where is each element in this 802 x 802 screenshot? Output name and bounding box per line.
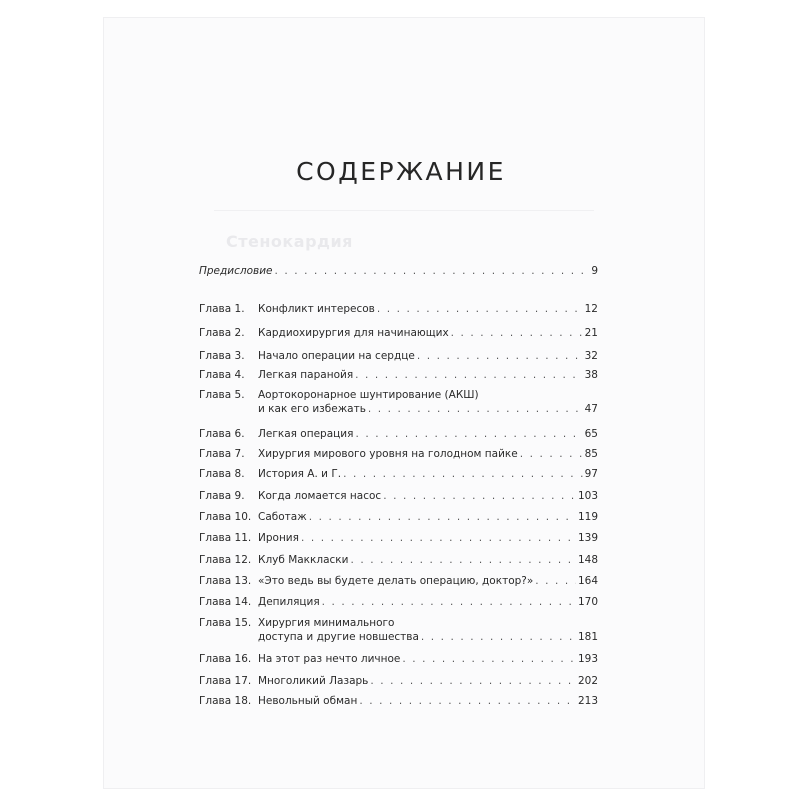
toc-page-number: 38 [584, 369, 598, 381]
chapter-number: Глава 18. [199, 695, 252, 707]
chapter-number: Глава 11. [199, 532, 252, 544]
chapter-number: Глава 5. [199, 389, 245, 401]
toc-page-number: 21 [584, 327, 598, 339]
chapter-number: Глава 17. [199, 675, 252, 687]
chapter-title: Когда ломается насос [258, 490, 382, 502]
dot-leader [377, 302, 583, 316]
dot-leader [355, 427, 582, 441]
chapter-number: Глава 4. [199, 369, 245, 381]
chapter-title: Ирония [258, 532, 299, 544]
dot-leader [350, 553, 575, 567]
dot-leader [383, 489, 576, 503]
dot-leader [355, 368, 582, 382]
dot-leader [301, 531, 576, 545]
toc-page-number: 170 [577, 596, 598, 608]
toc-page-number: 213 [577, 695, 598, 707]
dot-leader [322, 595, 576, 609]
chapter-number: Глава 7. [199, 448, 245, 460]
toc-page-number: 103 [577, 490, 598, 502]
dot-leader [275, 264, 590, 278]
chapter-title: Невольный обман [258, 695, 358, 707]
toc-page-number: 9 [591, 265, 598, 277]
dot-leader [520, 447, 583, 461]
dot-leader [535, 574, 576, 588]
chapter-title: Аортокоронарное шунтирование (АКШ) [258, 389, 479, 401]
toc-page-number: 97 [584, 468, 598, 480]
chapter-title: Легкая операция [258, 428, 354, 440]
dot-leader [309, 510, 576, 524]
contents-heading: СОДЕРЖАНИЕ [296, 157, 506, 186]
toc-preface-entry[interactable] [199, 264, 598, 278]
dot-leader [359, 694, 576, 708]
bleed-through-text: Стенокардия [226, 232, 353, 251]
dot-leader [421, 630, 576, 644]
chapter-title: Конфликт интересов [258, 303, 375, 315]
toc-page-number: 139 [577, 532, 598, 544]
dot-leader [402, 652, 576, 666]
chapter-number: Глава 3. [199, 350, 245, 362]
chapter-title: Депиляция [258, 596, 320, 608]
toc-page-number: 193 [577, 653, 598, 665]
chapter-title: Саботаж [258, 511, 307, 523]
toc-page-number: 164 [577, 575, 598, 587]
toc-page-number: 202 [577, 675, 598, 687]
toc-page-number: 12 [584, 303, 598, 315]
chapter-number: Глава 14. [199, 596, 252, 608]
bleed-through-rule [214, 210, 594, 211]
chapter-title: Начало операции на сердце [258, 350, 415, 362]
toc-page-number: 85 [584, 448, 598, 460]
chapter-title: Легкая паранойя [258, 369, 354, 381]
chapter-title: Кардиохирургия для начинающих [258, 327, 449, 339]
toc-page-number: 32 [584, 350, 598, 362]
chapter-number: Глава 6. [199, 428, 245, 440]
toc-page-number: 119 [577, 511, 598, 523]
chapter-number: Глава 10. [199, 511, 252, 523]
chapter-number: Глава 16. [199, 653, 252, 665]
toc-page-number: 148 [577, 554, 598, 566]
chapter-title: и как его избежать [258, 403, 366, 415]
dot-leader [451, 326, 583, 340]
dot-leader [368, 402, 583, 416]
chapter-title: Хирургия мирового уровня на голодном пайке [258, 448, 518, 460]
chapter-title: Многоликий Лазарь [258, 675, 369, 687]
chapter-number: Глава 2. [199, 327, 245, 339]
dot-leader [343, 467, 583, 481]
chapter-title: На этот раз нечто личное [258, 653, 401, 665]
toc-page-number: 47 [584, 403, 598, 415]
toc-entry-title: Предисловие [199, 265, 273, 277]
toc-page-number: 181 [577, 631, 598, 643]
dot-leader [417, 349, 583, 363]
chapter-title: Клуб Маккласки [258, 554, 349, 566]
chapter-title: доступа и другие новшества [258, 631, 419, 643]
chapter-number: Глава 1. [199, 303, 245, 315]
chapter-title: «Это ведь вы будете делать операцию, доктор?» [258, 575, 534, 587]
chapter-number: Глава 12. [199, 554, 252, 566]
dot-leader [370, 674, 576, 688]
toc-page-number: 65 [584, 428, 598, 440]
chapter-title: Хирургия минимального [258, 617, 395, 629]
chapter-number: Глава 8. [199, 468, 245, 480]
chapter-number: Глава 9. [199, 490, 245, 502]
chapter-title: История А. и Г. [258, 468, 342, 480]
chapter-number: Глава 15. [199, 617, 252, 629]
chapter-number: Глава 13. [199, 575, 252, 587]
